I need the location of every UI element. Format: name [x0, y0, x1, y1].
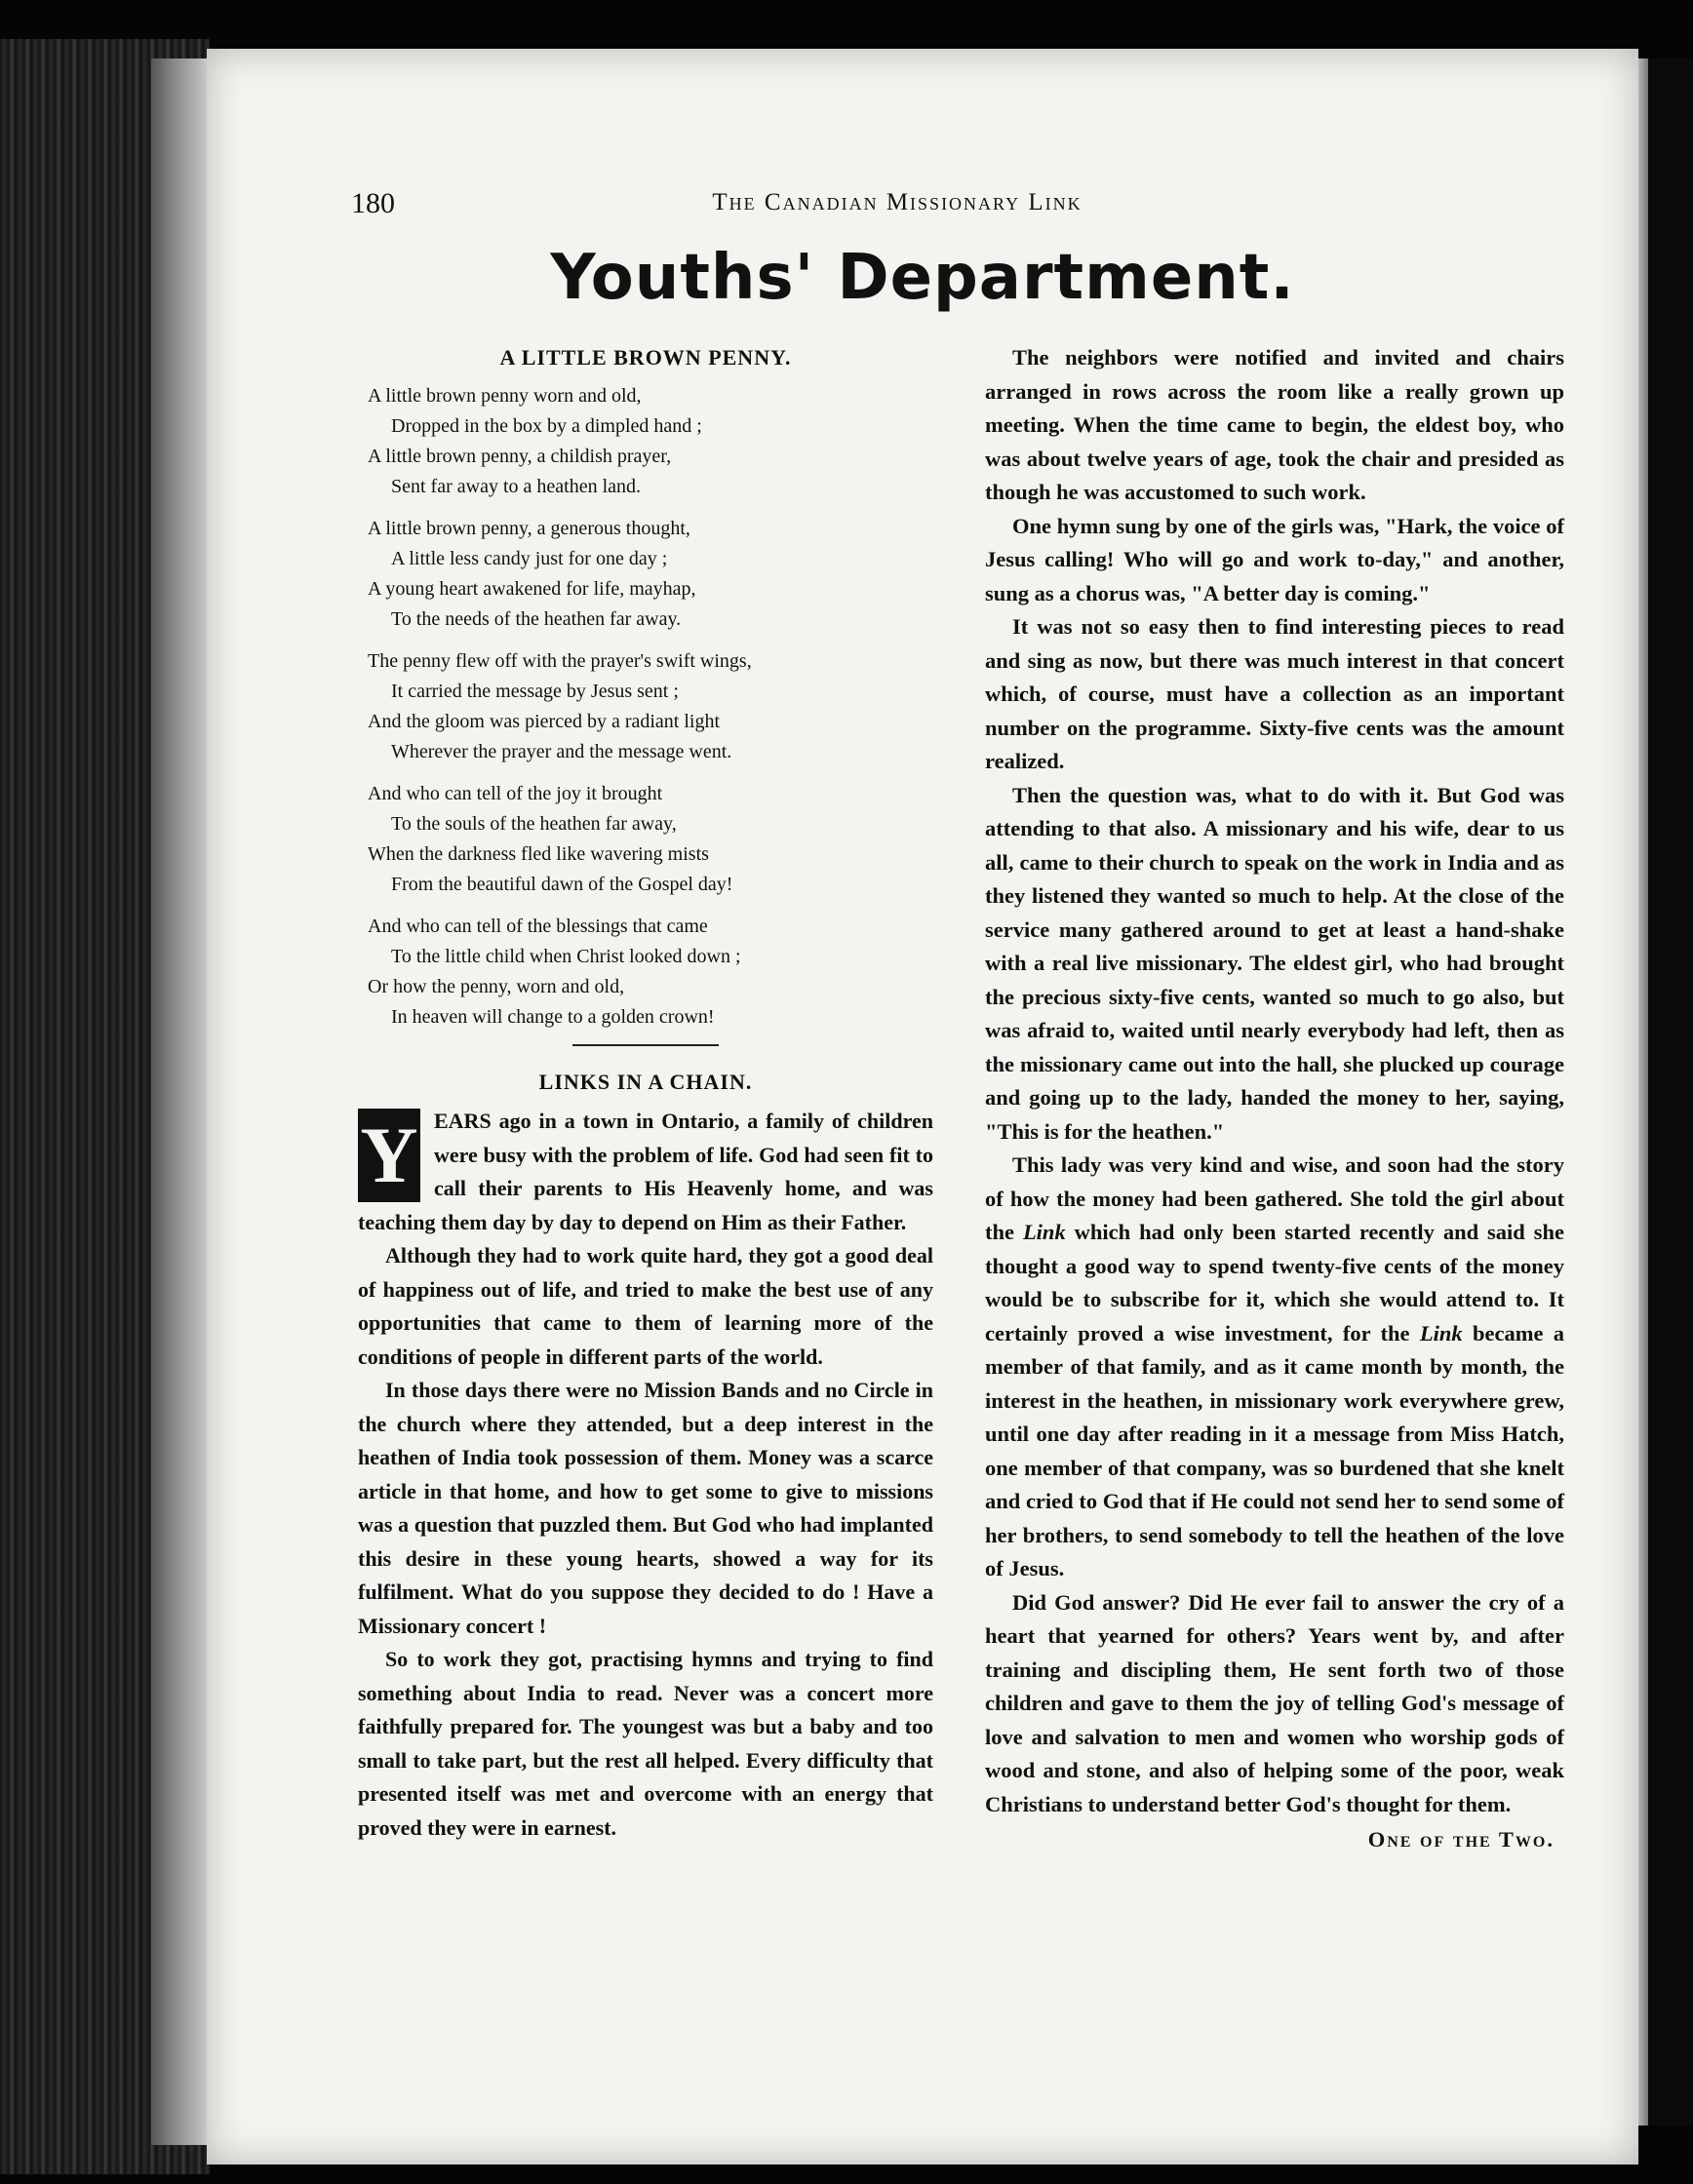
- poem-line: To the needs of the heathen far away.: [391, 607, 682, 630]
- right-book-edge: [1634, 58, 1693, 2126]
- poem-line: When the darkness fled like wavering mists: [368, 842, 709, 865]
- paragraph-text: became a member of that family, and as it came month by month, the interest in the heathen, in missionary work everywhere grew, until one day after reading in it a message from Miss Hatch, one member of that company, was so burdened that she knelt and cried to God that if He could not send her to send some of her brothers, to send somebody to tell the heathen of the love of Jesus.: [985, 1320, 1565, 1580]
- poem-line: Or how the penny, worn and old,: [368, 975, 625, 997]
- poem: [358, 381, 933, 1033]
- article-paragraph: Then the question was, what to do with it. But God was attending to that also. A missionary and his wife, dear to us all, came to their church to speak on the work in India and as they listened they wanted so much to help. At the close of the service many gathered around to get at least a hand-shake with a real live missionary. The eldest girl, who had brought the precious sixty-five cents, wanted so much to go also, but was afraid to, waited until nearly everybody had left, then as the missionary came out into the hall, she plucked up courage and going up to the lady, handed the money to her, saying, "This is for the heathen.": [985, 782, 1564, 1144]
- article-paragraph: The neighbors were notified and invited and chairs arranged in rows across the room like a really grown up meeting. When the time came to begin, the eldest boy, who was about twelve years of age, took the chair and presided as though he was accustomed to such work.: [985, 345, 1564, 504]
- article-opening: [358, 1105, 933, 1239]
- poem-line: Wherever the prayer and the message went.: [391, 740, 732, 762]
- poem-title: A LITTLE BROWN PENNY.: [499, 345, 792, 370]
- page-stack-edge: [151, 58, 210, 2145]
- poem-line: And the gloom was pierced by a radiant light: [368, 710, 721, 732]
- poem-stanza: [358, 646, 933, 767]
- poem-line: It carried the message by Jesus sent ;: [391, 680, 679, 702]
- paragraph-text: which had only been started recently and said she thought a good way to spend twenty-five cents of the money would be to subscribe for it, which she would attend to. It certainly proved a wise investment, for the: [985, 1220, 1564, 1346]
- book-page-edges: [0, 39, 210, 2174]
- drop-cap: Y: [358, 1109, 420, 1202]
- poem-line: And who can tell of the joy it brought: [368, 782, 663, 804]
- running-head: [351, 187, 1443, 226]
- poem-stanza: [358, 381, 933, 502]
- link-italic: Link: [1419, 1320, 1463, 1346]
- poem-line: To the little child when Christ looked down ;: [391, 945, 741, 967]
- poem-line: In heaven will change to a golden crown!: [391, 1005, 715, 1028]
- paragraph-text: This lady was very kind and wise, and soon had the story of how the money had been gathered. She told the girl about the: [985, 1152, 1564, 1244]
- poem-line: From the beautiful dawn of the Gospel day!: [391, 873, 733, 895]
- article-paragraph: Although they had to work quite hard, they got a good deal of happiness out of life, and tried to make the best use of any opportunities that came to them of learning more of the conditions of people in different parts of the world.: [358, 1243, 933, 1369]
- article-paragraph: In those days there were no Mission Bands and no Circle in the church where they attended, but a deep interest in the heathen of India took possession of them. Money was a scarce article in that home, and how to get some to give to missions was a question that puzzled them. But God who had implanted this desire in these young hearts, showed a way for its fulfilment. What do you suppose they decided to do ! Have a Missionary concert !: [358, 1378, 933, 1638]
- poem-line: The penny flew off with the prayer's swift wings,: [368, 649, 752, 672]
- article-paragraph: [985, 1149, 1564, 1586]
- article-paragraph: Did God answer? Did He ever fail to answer the cry of a heart that yearned for others? Years went by, and after training and discipling them, He sent forth two of those children and gave to them the joy of telling God's message of love and salvation to men and women who worship gods of wood and stone, and also of helping some of the poor, weak Christians to understand better God's thought for them.: [985, 1589, 1564, 1816]
- signature: One of the Two.: [1367, 1827, 1555, 1852]
- department-title: Youths' Department.: [550, 242, 1295, 314]
- right-column: [985, 341, 1564, 1857]
- book-page: [207, 49, 1638, 2164]
- article-paragraph: It was not so easy then to find interesting pieces to read and sing as now, but there was much interest in that concert which, of course, must have a collection as an important number on the programme. Sixty-five cents was the amount realized.: [985, 614, 1564, 773]
- poem-stanza: [358, 779, 933, 900]
- article-paragraph: EARS ago in a town in Ontario, a family of children were busy with the problem of life. God had seen fit to call their parents to His Heavenly home, and was teaching them day by day to depend on Him as their Father.: [358, 1109, 933, 1234]
- left-column: [358, 341, 933, 1845]
- article-paragraph: One hymn sung by one of the girls was, "Hark, the voice of Jesus calling! Who will go and work to-day," and another, sung as a chorus was, "A better day is coming.": [985, 513, 1564, 605]
- poem-line: To the souls of the heathen far away,: [391, 812, 677, 835]
- section-divider: [572, 1044, 719, 1046]
- poem-line: Sent far away to a heathen land.: [391, 475, 642, 497]
- poem-line: A little less candy just for one day ;: [391, 547, 668, 569]
- article-title: LINKS IN A CHAIN.: [538, 1069, 753, 1094]
- page-number: 180: [351, 187, 395, 219]
- poem-line: A young heart awakened for life, mayhap,: [368, 577, 696, 600]
- poem-line: A little brown penny, a generous thought,: [368, 517, 690, 539]
- poem-stanza: [358, 514, 933, 635]
- poem-stanza: [358, 912, 933, 1033]
- poem-line: A little brown penny, a childish prayer,: [368, 445, 672, 467]
- poem-line: Dropped in the box by a dimpled hand ;: [391, 414, 702, 437]
- poem-line: And who can tell of the blessings that came: [368, 915, 708, 937]
- journal-title: The Canadian Missionary Link: [712, 189, 1083, 215]
- article-paragraph: So to work they got, practising hymns and trying to find something about India to read. Never was a concert more faithfully prepared for. The youngest was but a baby and too small to take part, but the rest all helped. Every difficulty that presented itself was met and overcome with an energy that proved they were in earnest.: [358, 1647, 933, 1840]
- link-italic: Link: [1022, 1220, 1066, 1244]
- poem-line: A little brown penny worn and old,: [368, 384, 642, 407]
